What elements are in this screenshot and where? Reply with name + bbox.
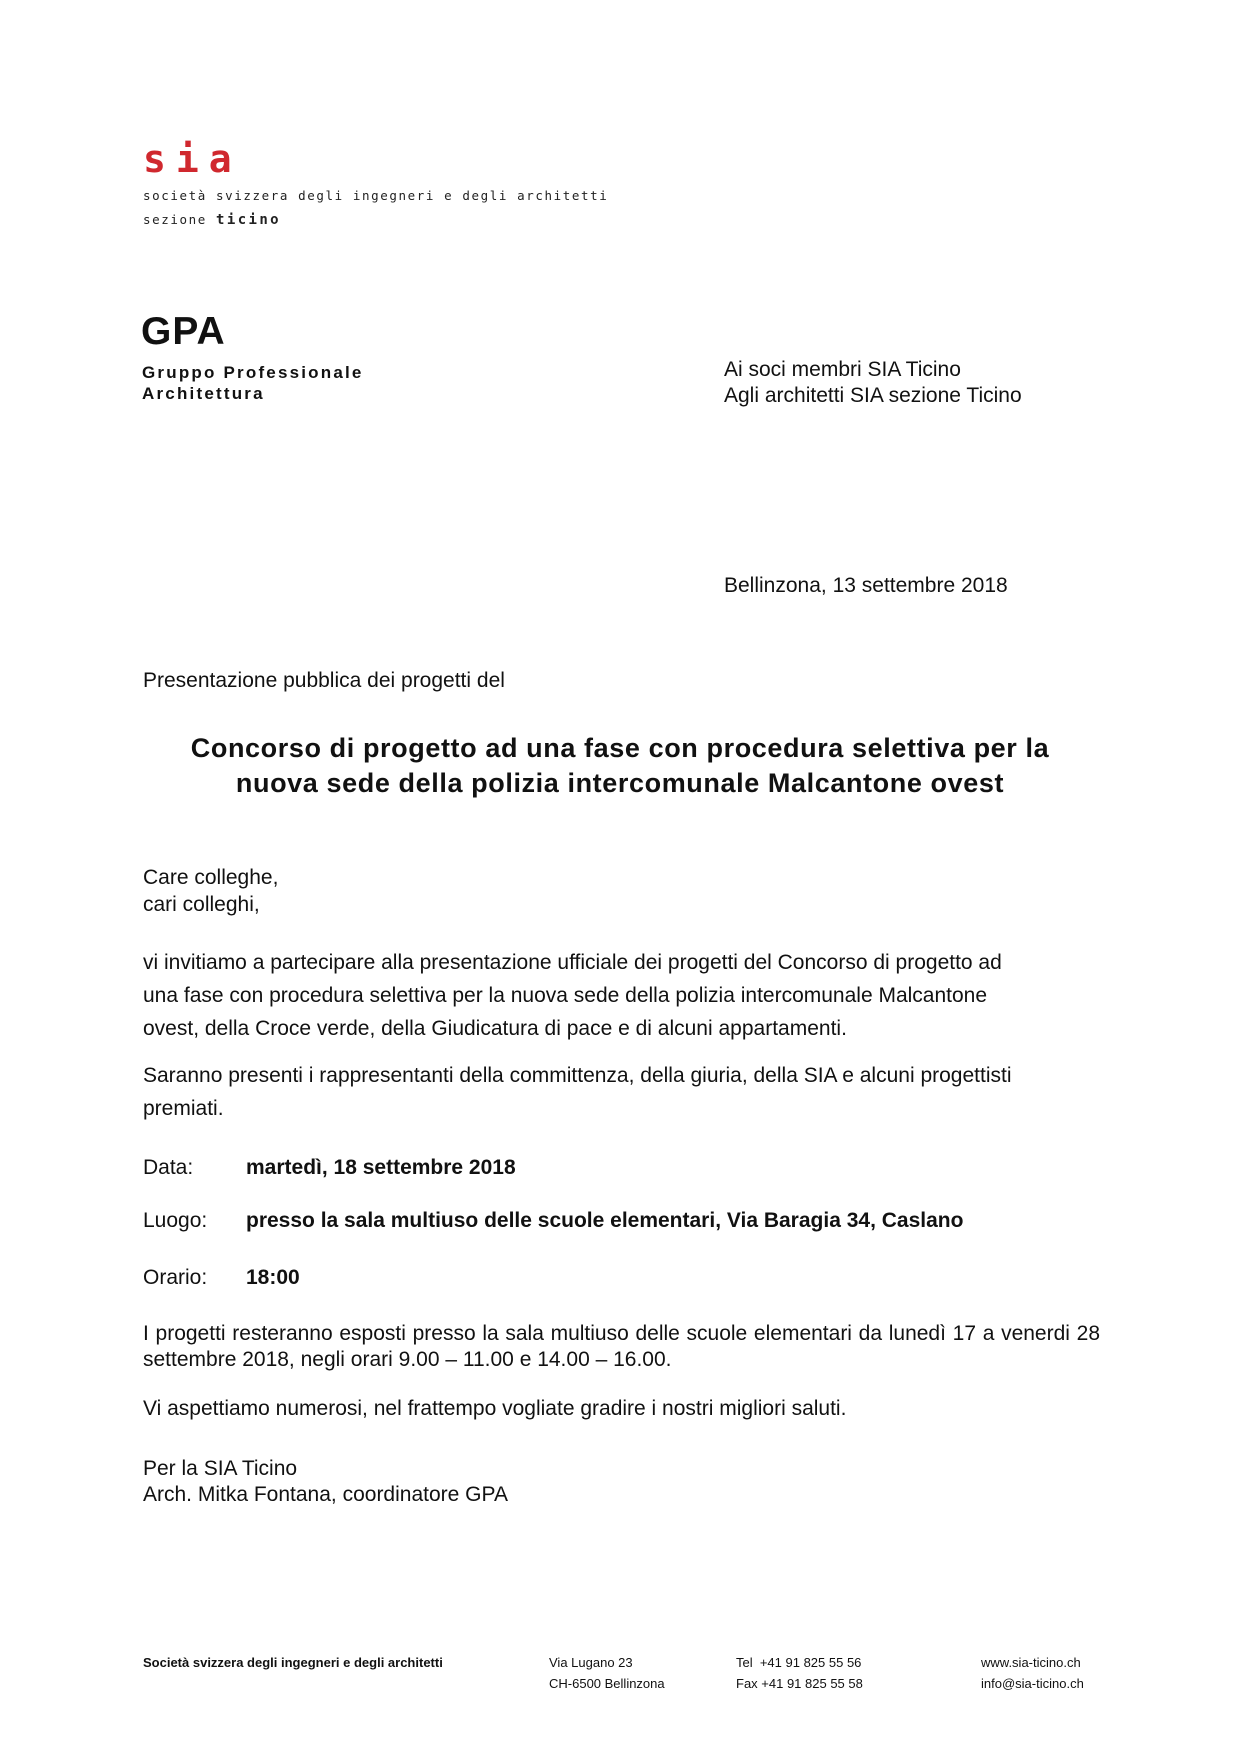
footer-web bbox=[981, 1652, 1084, 1694]
recipient-line: Ai soci membri SIA Ticino bbox=[724, 358, 961, 381]
paragraph-line: Saranno presenti i rappresentanti della committenza, della giuria, della SIA e alcuni progettisti bbox=[143, 1064, 1012, 1087]
date-label: Data: bbox=[143, 1156, 194, 1179]
section-prefix: sezione bbox=[143, 212, 207, 227]
signoff-line: Arch. Mitka Fontana, coordinatore GPA bbox=[143, 1483, 508, 1506]
group-name bbox=[142, 362, 364, 404]
footer-phones bbox=[736, 1652, 863, 1694]
logo-section bbox=[143, 212, 281, 228]
time-label: Orario: bbox=[143, 1266, 208, 1289]
closing-line: Vi aspettiamo numerosi, nel frattempo vogliate gradire i nostri migliori saluti. bbox=[143, 1397, 847, 1420]
greeting bbox=[143, 864, 278, 918]
place-label: Luogo: bbox=[143, 1209, 208, 1232]
paragraph-line: vi invitiamo a partecipare alla presentazione ufficiale dei progetti del Concorso di progetto ad bbox=[143, 951, 1002, 974]
greeting-line: cari colleghi, bbox=[143, 893, 260, 916]
footer-address bbox=[549, 1652, 665, 1694]
footer-fax: Fax +41 91 825 55 58 bbox=[736, 1676, 863, 1691]
exhibition-paragraph: I progetti resteranno esposti presso la sala multiuso delle scuole elementari da lunedì 17 a venerdi 28 settembre 2018, negli orari 9.00 – 11.00 e 14.00 – 16.00. bbox=[143, 1322, 1100, 1371]
group-name-line: Architettura bbox=[142, 384, 265, 403]
paragraph-line: una fase con procedura selettiva per la nuova sede della polizia intercomunale Malcantone bbox=[143, 984, 988, 1007]
recipient-line: Agli architetti SIA sezione Ticino bbox=[724, 384, 1022, 407]
signoff bbox=[143, 1456, 508, 1508]
footer-line: CH-6500 Bellinzona bbox=[549, 1676, 665, 1691]
invitation-paragraph bbox=[143, 946, 1103, 1045]
footer-phone: Tel +41 91 825 55 56 bbox=[736, 1655, 862, 1670]
footer-website-link[interactable]: www.sia-ticino.ch bbox=[981, 1655, 1081, 1670]
footer-line: Via Lugano 23 bbox=[549, 1655, 633, 1670]
group-abbreviation: GPA bbox=[141, 310, 226, 353]
attendees-paragraph bbox=[143, 1059, 1103, 1125]
headline bbox=[130, 731, 1110, 801]
paragraph-line: premiati. bbox=[143, 1097, 224, 1120]
footer-email-link[interactable]: info@sia-ticino.ch bbox=[981, 1676, 1084, 1691]
time-value: 18:00 bbox=[246, 1266, 300, 1289]
greeting-line: Care colleghe, bbox=[143, 866, 279, 889]
logo-subtitle: società svizzera degli ingegneri e degli architetti bbox=[143, 188, 609, 203]
group-name-line: Gruppo Professionale bbox=[142, 363, 364, 382]
headline-line: nuova sede della polizia intercomunale Malcantone ovest bbox=[235, 768, 1005, 798]
headline-line: Concorso di progetto ad una fase con procedura selettiva per la bbox=[190, 733, 1050, 763]
intro-line: Presentazione pubblica dei progetti del bbox=[143, 669, 505, 692]
place-value: presso la sala multiuso delle scuole elementari, Via Baragia 34, Caslano bbox=[246, 1209, 964, 1232]
date-value: martedì, 18 settembre 2018 bbox=[246, 1156, 516, 1179]
sia-logo: sia bbox=[143, 137, 242, 181]
place-date: Bellinzona, 13 settembre 2018 bbox=[724, 574, 1008, 597]
signoff-line: Per la SIA Ticino bbox=[143, 1457, 298, 1480]
paragraph-line: ovest, della Croce verde, della Giudicatura di pace e di alcuni appartamenti. bbox=[143, 1017, 847, 1040]
footer-organization: Società svizzera degli ingegneri e degli architetti bbox=[143, 1655, 443, 1670]
section-name: ticino bbox=[216, 212, 282, 228]
recipients-block bbox=[724, 357, 1022, 409]
